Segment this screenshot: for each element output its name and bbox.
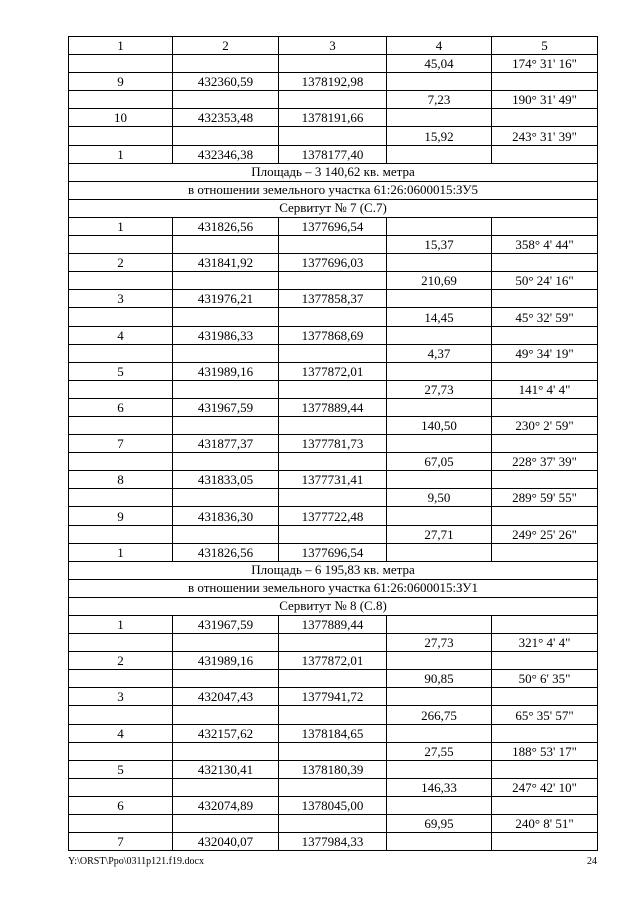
direction-angle: 50° 6' 35" [492,670,598,688]
segment-row [69,91,598,109]
header-cell: 1 [69,37,173,55]
coord-x: 432157,62 [173,724,279,742]
empty-cell [492,760,598,778]
empty-cell [279,272,387,290]
empty-cell [69,634,173,652]
point-number: 7 [69,435,173,453]
header-cell: 2 [173,37,279,55]
segment-length: 140,50 [387,416,492,434]
direction-angle: 190° 31' 49" [492,91,598,109]
empty-cell [69,416,173,434]
empty-cell [69,489,173,507]
segment-length: 146,33 [387,778,492,796]
point-row [69,688,598,706]
coord-y: 1377984,33 [279,833,387,851]
empty-cell [173,380,279,398]
empty-cell [279,742,387,760]
empty-cell [69,706,173,724]
point-row [69,217,598,235]
segment-row [69,525,598,543]
point-number: 6 [69,796,173,814]
empty-cell [492,435,598,453]
segment-length: 69,95 [387,815,492,833]
point-number: 6 [69,398,173,416]
segment-row [69,815,598,833]
coord-y: 1378045,00 [279,796,387,814]
direction-angle: 358° 4' 44" [492,236,598,254]
coord-y: 1377868,69 [279,326,387,344]
empty-cell [387,507,492,525]
empty-cell [173,344,279,362]
empty-cell [492,833,598,851]
segment-row [69,55,598,73]
empty-cell [279,91,387,109]
empty-cell [279,489,387,507]
direction-angle: 141° 4' 4" [492,380,598,398]
coord-x: 431826,56 [173,217,279,235]
empty-cell [492,254,598,272]
coord-x: 431967,59 [173,616,279,634]
empty-cell [387,362,492,380]
footer-file-path: Y:\ORST\Ppo\0311p121.f19.docx [68,856,204,867]
section-caption: Сервитут № 7 (С.7) [69,199,598,217]
empty-cell [387,435,492,453]
empty-cell [492,145,598,163]
empty-cell [173,670,279,688]
point-number: 9 [69,73,173,91]
point-row [69,326,598,344]
segment-length: 27,73 [387,380,492,398]
direction-angle: 249° 25' 26" [492,525,598,543]
point-row [69,760,598,778]
segment-length: 67,05 [387,453,492,471]
empty-cell [69,91,173,109]
coord-x: 431877,37 [173,435,279,453]
point-row [69,543,598,561]
segment-length: 4,37 [387,344,492,362]
direction-angle: 50° 24' 16" [492,272,598,290]
section-row [69,561,598,579]
coord-y: 1378184,65 [279,724,387,742]
coord-x: 432353,48 [173,109,279,127]
empty-cell [279,634,387,652]
empty-cell [279,778,387,796]
empty-cell [173,815,279,833]
point-number: 1 [69,616,173,634]
segment-length: 9,50 [387,489,492,507]
coord-x: 431826,56 [173,543,279,561]
empty-cell [492,109,598,127]
coord-y: 1377731,41 [279,471,387,489]
direction-angle: 188° 53' 17" [492,742,598,760]
empty-cell [173,742,279,760]
point-number: 1 [69,145,173,163]
coord-x: 432040,07 [173,833,279,851]
header-cell: 5 [492,37,598,55]
empty-cell [279,236,387,254]
empty-cell [69,525,173,543]
segment-length: 14,45 [387,308,492,326]
table-header-row [69,37,598,55]
coord-x: 432074,89 [173,796,279,814]
empty-cell [492,471,598,489]
segment-row [69,706,598,724]
empty-cell [492,688,598,706]
empty-cell [387,760,492,778]
coord-y: 1377858,37 [279,290,387,308]
segment-row [69,236,598,254]
empty-cell [173,272,279,290]
empty-cell [387,616,492,634]
point-row [69,145,598,163]
empty-cell [173,453,279,471]
coord-x: 431833,05 [173,471,279,489]
direction-angle: 240° 8' 51" [492,815,598,833]
point-number: 4 [69,724,173,742]
point-row [69,109,598,127]
coord-x: 431986,33 [173,326,279,344]
section-row [69,579,598,597]
section-row [69,199,598,217]
empty-cell [69,308,173,326]
point-number: 7 [69,833,173,851]
coord-y: 1377872,01 [279,362,387,380]
coord-x: 431989,16 [173,652,279,670]
empty-cell [279,344,387,362]
coordinates-table [68,36,598,851]
segment-length: 15,92 [387,127,492,145]
section-row [69,597,598,615]
direction-angle: 289° 59' 55" [492,489,598,507]
point-number: 3 [69,688,173,706]
empty-cell [492,362,598,380]
empty-cell [387,652,492,670]
section-caption: Сервитут № 8 (С.8) [69,597,598,615]
point-row [69,833,598,851]
point-number: 8 [69,471,173,489]
segment-row [69,742,598,760]
segment-row [69,778,598,796]
empty-cell [173,416,279,434]
coord-y: 1377696,03 [279,254,387,272]
empty-cell [69,815,173,833]
point-row [69,398,598,416]
coord-y: 1377696,54 [279,217,387,235]
empty-cell [492,326,598,344]
empty-cell [279,55,387,73]
direction-angle: 321° 4' 4" [492,634,598,652]
point-row [69,652,598,670]
coord-x: 431836,30 [173,507,279,525]
empty-cell [279,127,387,145]
coord-y: 1377941,72 [279,688,387,706]
segment-row [69,453,598,471]
empty-cell [492,724,598,742]
empty-cell [492,217,598,235]
point-row [69,362,598,380]
point-number: 5 [69,760,173,778]
empty-cell [387,73,492,91]
point-number: 1 [69,543,173,561]
point-number: 5 [69,362,173,380]
empty-cell [69,453,173,471]
empty-cell [387,833,492,851]
direction-angle: 65° 35' 57" [492,706,598,724]
empty-cell [387,724,492,742]
section-row [69,181,598,199]
empty-cell [173,91,279,109]
empty-cell [69,344,173,362]
empty-cell [492,543,598,561]
section-row [69,163,598,181]
point-number: 9 [69,507,173,525]
empty-cell [69,742,173,760]
empty-cell [173,489,279,507]
page-number: 24 [587,856,597,867]
point-row [69,471,598,489]
empty-cell [279,453,387,471]
empty-cell [69,778,173,796]
coord-y: 1377781,73 [279,435,387,453]
direction-angle: 243° 31' 39" [492,127,598,145]
empty-cell [279,525,387,543]
coord-y: 1378177,40 [279,145,387,163]
empty-cell [279,308,387,326]
empty-cell [69,55,173,73]
coord-x: 432047,43 [173,688,279,706]
empty-cell [279,706,387,724]
coord-x: 431976,21 [173,290,279,308]
coord-x: 431967,59 [173,398,279,416]
empty-cell [387,796,492,814]
segment-length: 7,23 [387,91,492,109]
direction-angle: 228° 37' 39" [492,453,598,471]
coord-y: 1377889,44 [279,398,387,416]
empty-cell [387,217,492,235]
segment-length: 210,69 [387,272,492,290]
point-number: 1 [69,217,173,235]
header-cell: 4 [387,37,492,55]
point-number: 10 [69,109,173,127]
point-number: 2 [69,652,173,670]
empty-cell [69,380,173,398]
empty-cell [279,815,387,833]
empty-cell [492,290,598,308]
section-caption: в отношении земельного участка 61:26:0600015:ЗУ1 [69,579,598,597]
empty-cell [173,308,279,326]
segment-length: 15,37 [387,236,492,254]
empty-cell [387,543,492,561]
empty-cell [69,236,173,254]
segment-row [69,344,598,362]
direction-angle: 45° 32' 59" [492,308,598,326]
section-caption: в отношении земельного участка 61:26:0600015:ЗУ5 [69,181,598,199]
point-row [69,73,598,91]
segment-row [69,634,598,652]
empty-cell [279,416,387,434]
empty-cell [173,236,279,254]
coord-x: 432346,38 [173,145,279,163]
section-caption: Площадь – 3 140,62 кв. метра [69,163,598,181]
empty-cell [492,652,598,670]
point-row [69,796,598,814]
empty-cell [387,254,492,272]
empty-cell [492,616,598,634]
empty-cell [173,634,279,652]
segment-length: 90,85 [387,670,492,688]
segment-row [69,489,598,507]
point-row [69,290,598,308]
point-number: 4 [69,326,173,344]
segment-row [69,380,598,398]
empty-cell [492,398,598,416]
point-row [69,435,598,453]
table-body [69,37,598,851]
section-caption: Площадь – 6 195,83 кв. метра [69,561,598,579]
coord-y: 1377696,54 [279,543,387,561]
empty-cell [387,398,492,416]
point-row [69,724,598,742]
coord-y: 1377889,44 [279,616,387,634]
coord-y: 1377872,01 [279,652,387,670]
empty-cell [387,688,492,706]
direction-angle: 230° 2' 59" [492,416,598,434]
empty-cell [173,525,279,543]
empty-cell [492,796,598,814]
empty-cell [387,290,492,308]
empty-cell [69,272,173,290]
coord-y: 1378180,39 [279,760,387,778]
empty-cell [173,706,279,724]
empty-cell [387,109,492,127]
empty-cell [492,73,598,91]
segment-length: 27,73 [387,634,492,652]
empty-cell [173,778,279,796]
empty-cell [173,55,279,73]
segment-row [69,670,598,688]
segment-row [69,127,598,145]
point-row [69,254,598,272]
empty-cell [279,670,387,688]
coord-x: 431989,16 [173,362,279,380]
coord-x: 432130,41 [173,760,279,778]
segment-row [69,272,598,290]
point-number: 2 [69,254,173,272]
empty-cell [387,326,492,344]
segment-length: 27,71 [387,525,492,543]
segment-row [69,308,598,326]
empty-cell [69,670,173,688]
direction-angle: 49° 34' 19" [492,344,598,362]
segment-length: 27,55 [387,742,492,760]
segment-length: 45,04 [387,55,492,73]
direction-angle: 174° 31' 16" [492,55,598,73]
empty-cell [492,507,598,525]
header-cell: 3 [279,37,387,55]
direction-angle: 247° 42' 10" [492,778,598,796]
coord-y: 1377722,48 [279,507,387,525]
coord-y: 1378191,66 [279,109,387,127]
empty-cell [387,471,492,489]
empty-cell [69,127,173,145]
segment-length: 266,75 [387,706,492,724]
coord-x: 431841,92 [173,254,279,272]
empty-cell [173,127,279,145]
segment-row [69,416,598,434]
coord-x: 432360,59 [173,73,279,91]
empty-cell [387,145,492,163]
empty-cell [279,380,387,398]
point-row [69,507,598,525]
point-number: 3 [69,290,173,308]
point-row [69,616,598,634]
coord-y: 1378192,98 [279,73,387,91]
